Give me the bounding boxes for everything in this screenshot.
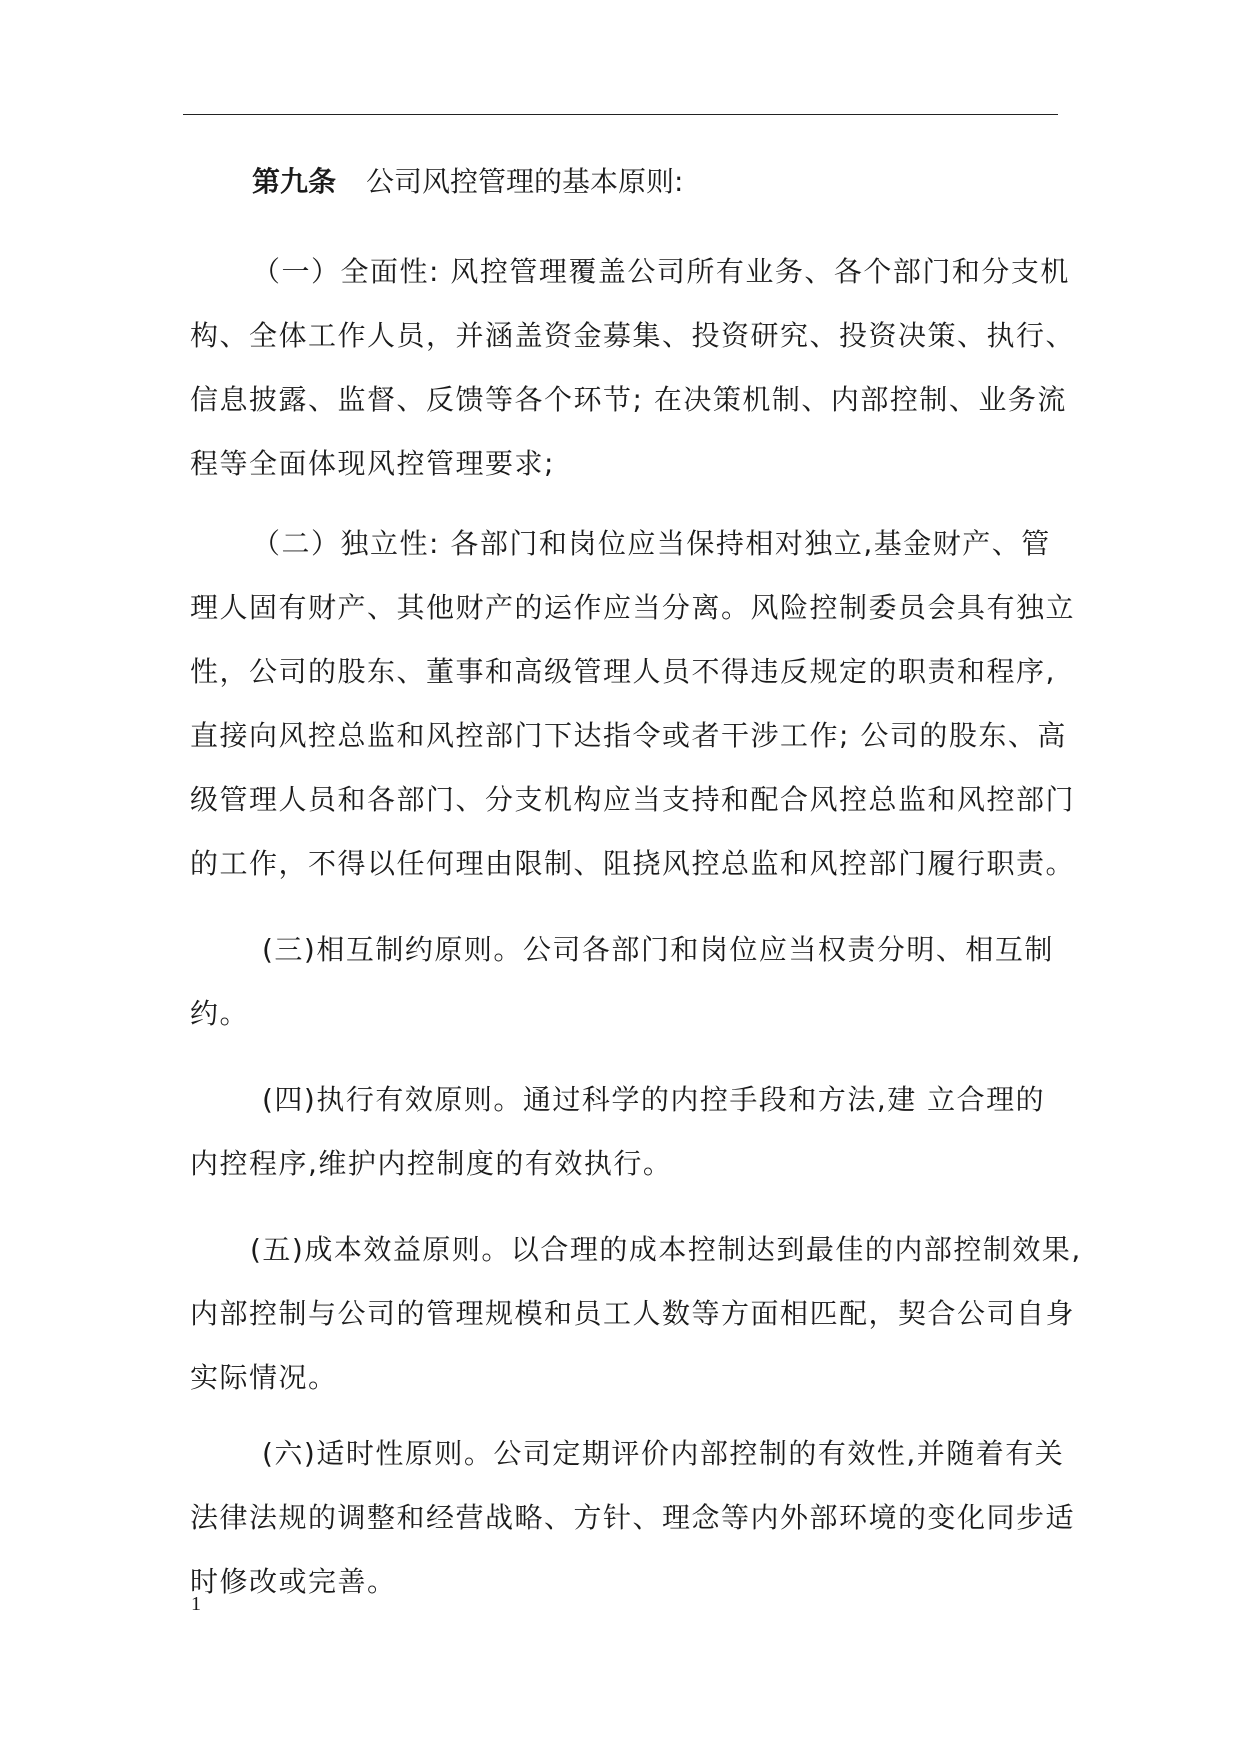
paragraph-effective-execution [190, 1068, 1050, 1196]
paragraph-line: 直接向风控总监和风控部门下达指令或者干涉工作; 公司的股东、高 [190, 719, 1067, 752]
paragraph-line: (六)适时性原则。公司定期评价内部控制的有效性,并随着有关 [262, 1437, 1065, 1470]
paragraph-line: 时修改或完善。 [190, 1565, 397, 1598]
paragraph-line: 级管理人员和各部门、分支机构应当支持和配合风控总监和风控部门 [190, 783, 1076, 816]
paragraph-line: （二）独立性: 各部门和岗位应当保持相对独立,基金财产、管 [252, 527, 1051, 560]
paragraph-line: 程等全面体现风控管理要求; [190, 447, 555, 480]
paragraph-line: 的工作，不得以任何理由限制、阻挠风控总监和风控部门履行职责。 [190, 847, 1076, 880]
paragraph-line: 信息披露、监督、反馈等各个环节; 在决策机制、内部控制、业务流 [190, 383, 1067, 416]
paragraph-line: (五)成本效益原则。以合理的成本控制达到最佳的内部控制效果, [250, 1233, 1082, 1266]
paragraph-line: 构、全体工作人员，并涵盖资金募集、投资研究、投资决策、执行、 [190, 319, 1076, 352]
paragraph-cost-benefit [190, 1218, 1082, 1410]
paragraph-line: 内部控制与公司的管理规模和员工人数等方面相匹配，契合公司自身 [190, 1297, 1076, 1330]
paragraph-line: 实际情况。 [190, 1361, 338, 1394]
paragraph-line: 内控程序,维护内控制度的有效执行。 [190, 1147, 673, 1180]
paragraph-line: (四)执行有效原则。通过科学的内控手段和方法,建 立合理的 [262, 1083, 1046, 1116]
paragraph-line: (三)相互制约原则。公司各部门和岗位应当权责分明、相互制 [262, 933, 1054, 966]
article-number: 第九条 [252, 165, 337, 198]
paragraph-mutual-restraint [190, 918, 1054, 1046]
article-title: 公司风控管理的基本原则: [366, 165, 684, 198]
article-heading [252, 160, 683, 204]
paragraph-line: （一）全面性: 风控管理覆盖公司所有业务、各个部门和分支机 [252, 255, 1070, 288]
paragraph-line: 性，公司的股东、董事和高级管理人员不得违反规定的职责和程序, [190, 655, 1056, 688]
paragraph-line: 法律法规的调整和经营战略、方针、理念等内外部环境的变化同步适 [190, 1501, 1076, 1534]
header-rule [183, 114, 1058, 115]
paragraph-line: 约。 [190, 997, 250, 1030]
page-number: 1 [191, 1593, 201, 1615]
paragraph-line: 理人固有财产、其他财产的运作应当分离。风险控制委员会具有独立 [190, 591, 1076, 624]
paragraph-independence [190, 512, 1076, 896]
paragraph-timeliness [190, 1422, 1076, 1614]
paragraph-comprehensiveness [190, 240, 1076, 496]
